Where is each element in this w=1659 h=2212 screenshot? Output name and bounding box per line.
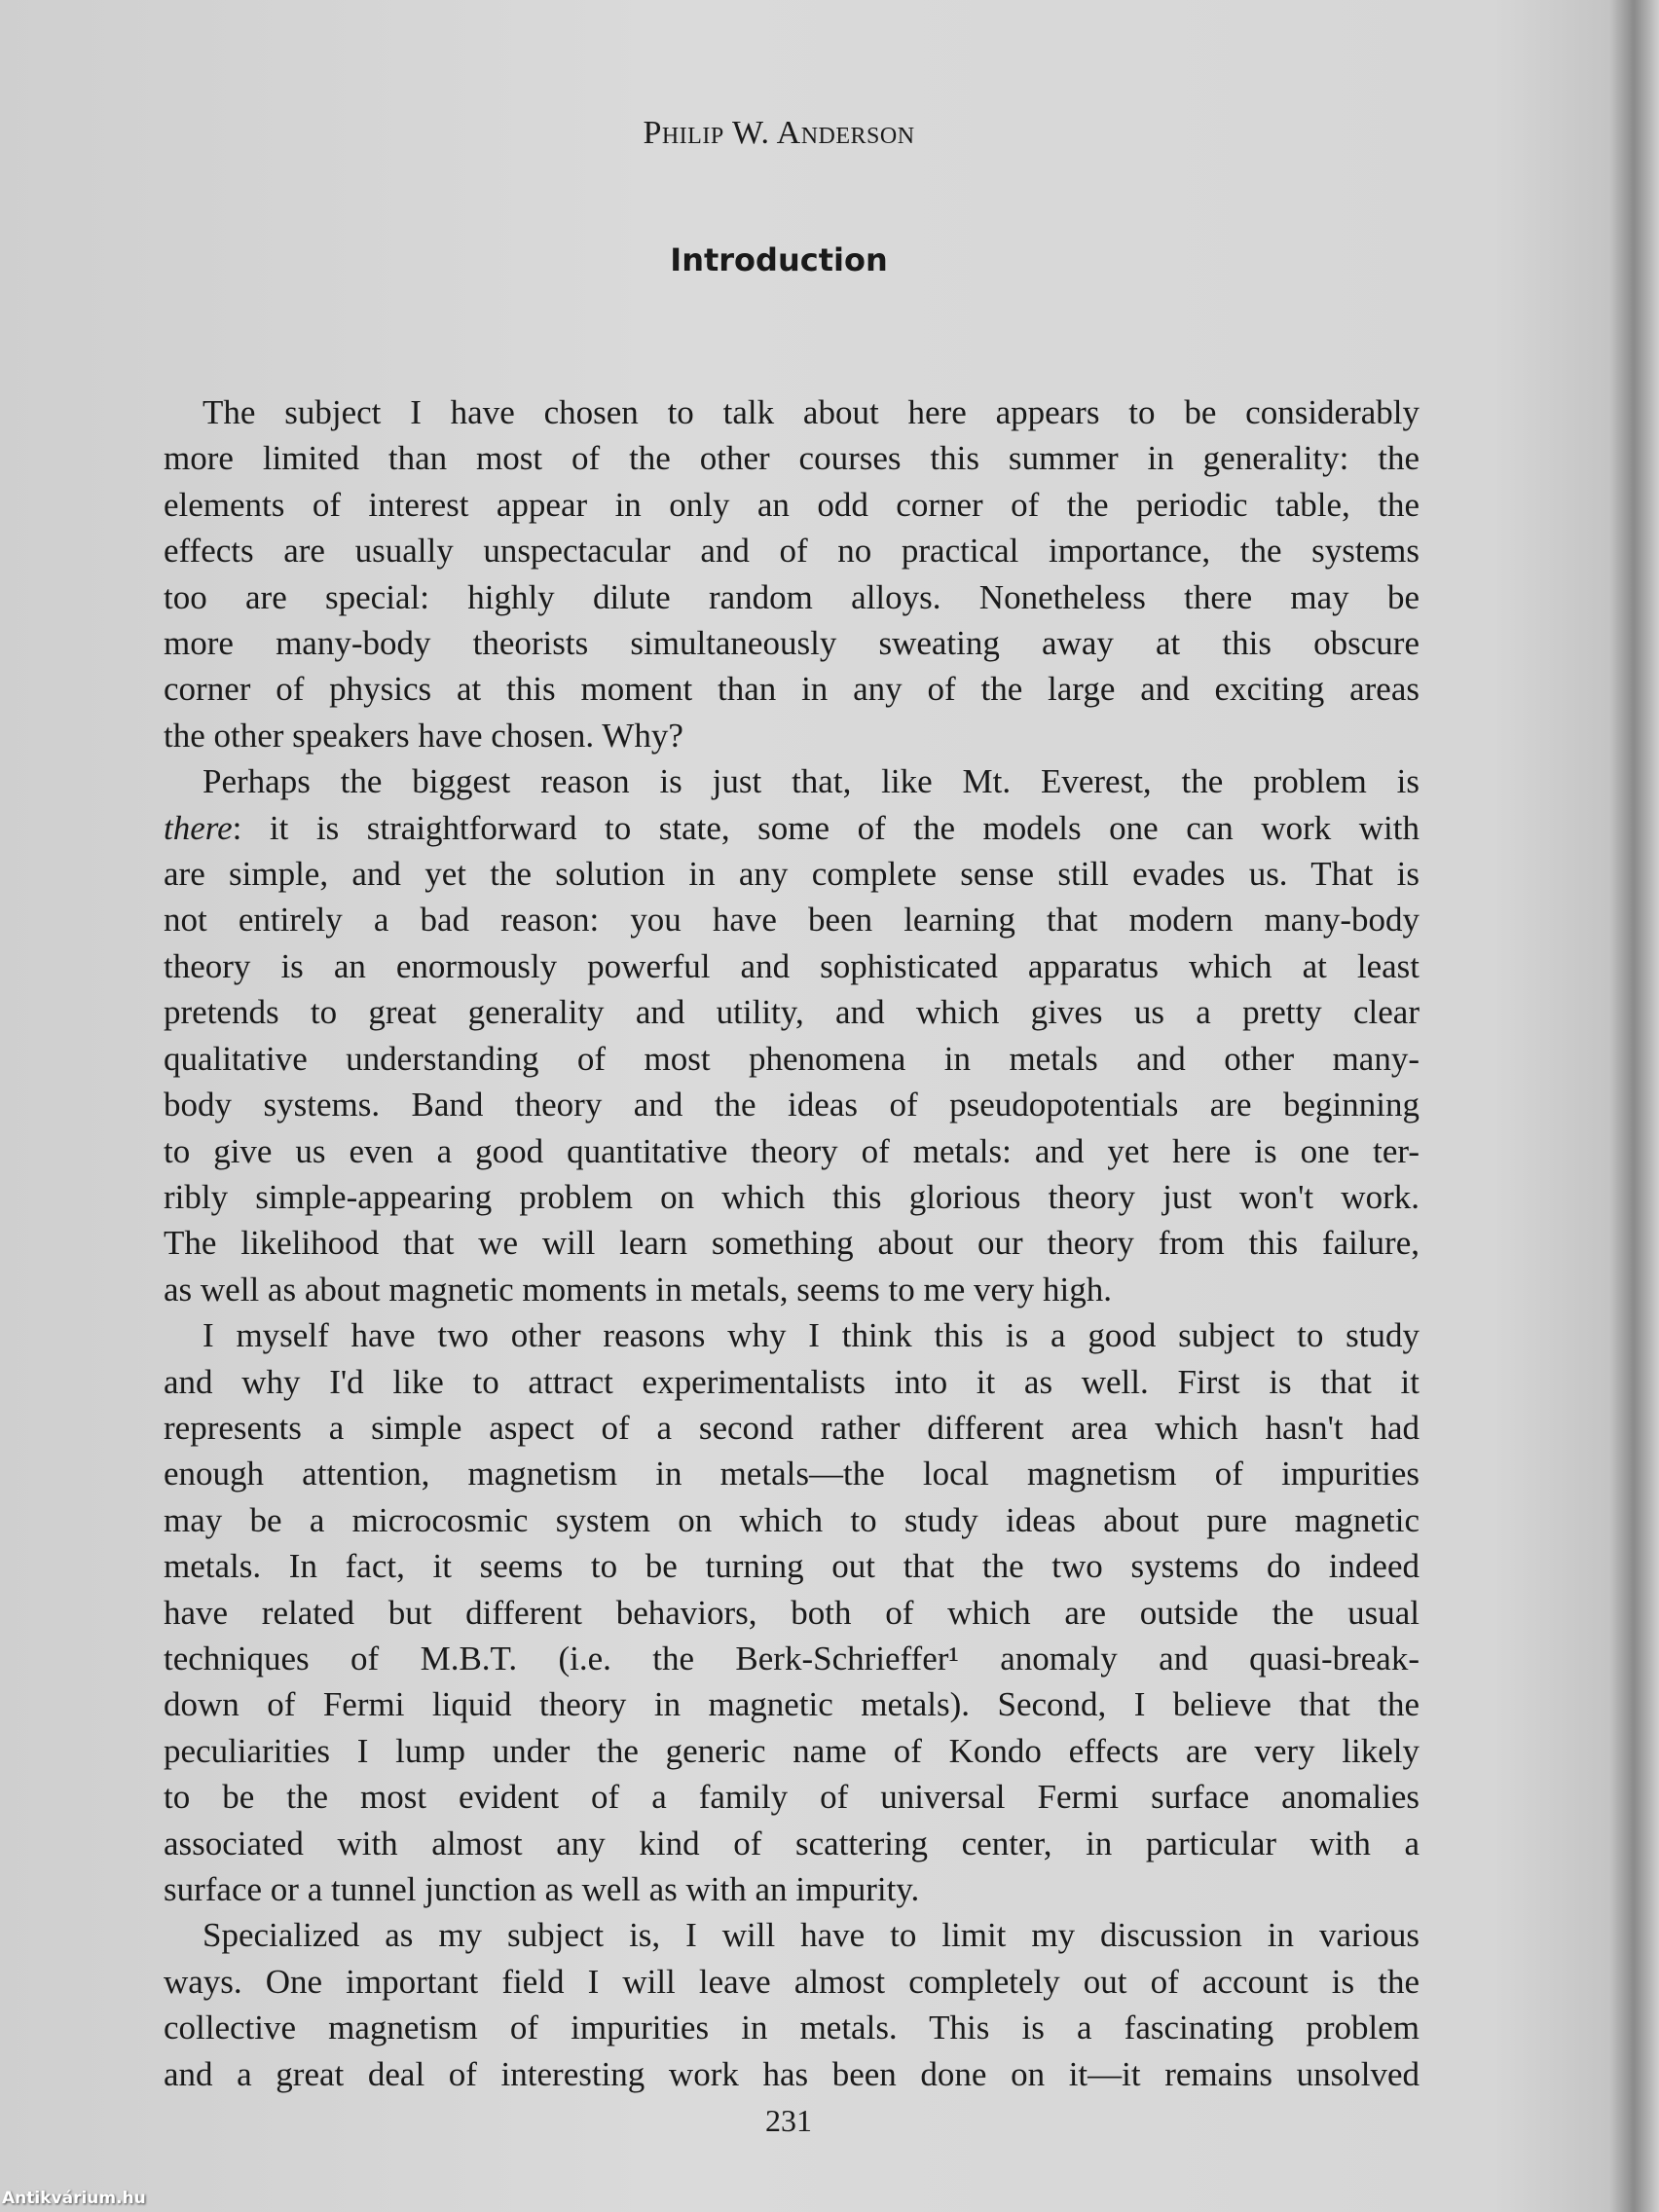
text-line: there: it is straightforward to state, some of the models one can work with: [164, 808, 1419, 847]
text-line: represents a simple aspect of a second rather different area which hasn't had: [164, 1408, 1419, 1447]
text-line: the other speakers have chosen. Why?: [164, 716, 683, 755]
paragraph: [164, 389, 1419, 758]
text-line: may be a microcosmic system on which to study ideas about pure magnetic: [164, 1500, 1419, 1539]
paragraph: [164, 758, 1419, 1312]
text-line: pretends to great generality and utility, and which gives us a pretty clear: [164, 993, 1419, 1032]
text-line: surface or a tunnel junction as well as with an impurity.: [164, 1870, 920, 1908]
text-line: techniques of M.B.T. (i.e. the Berk-Schrieffer¹ anomaly and quasi-break-: [164, 1639, 1419, 1677]
text-line: down of Fermi liquid theory in magnetic metals). Second, I believe that the: [164, 1685, 1419, 1724]
text-line: theory is an enormously powerful and sophisticated apparatus which at least: [164, 946, 1419, 985]
text-line: are simple, and yet the solution in any complete sense still evades us. That is: [164, 855, 1419, 894]
body-text: [164, 389, 1419, 2097]
text-line: corner of physics at this moment than in any of the large and exciting areas: [164, 670, 1419, 709]
paragraph: [164, 1912, 1419, 2097]
text-line: associated with almost any kind of scattering center, in particular with a: [164, 1824, 1419, 1862]
text-line: effects are usually unspectacular and of no practical importance, the systems: [164, 532, 1419, 571]
text-line: and a great deal of interesting work has been done on it—it remains unsolved: [164, 2054, 1419, 2093]
text-line: Perhaps the biggest reason is just that, like Mt. Everest, the problem is: [203, 762, 1419, 801]
text-line: more many-body theorists simultaneously sweating away at this obscure: [164, 624, 1419, 663]
text-line: enough attention, magnetism in metals—the local magnetism of impurities: [164, 1455, 1419, 1493]
text-line: elements of interest appear in only an odd corner of the periodic table, the: [164, 485, 1419, 524]
text-line: body systems. Band theory and the ideas of pseudopotentials are beginning: [164, 1086, 1419, 1124]
running-header: Philip W. Anderson: [643, 115, 915, 151]
text-line: to be the most evident of a family of universal Fermi surface anomalies: [164, 1778, 1419, 1817]
text-line: to give us even a good quantitative theory of metals: and yet here is one ter-: [164, 1131, 1419, 1170]
text-line: Specialized as my subject is, I will have to limit my discussion in various: [203, 1916, 1419, 1955]
text-line: more limited than most of the other courses this summer in generality: the: [164, 439, 1419, 478]
text-line: not entirely a bad reason: you have been learning that modern many-body: [164, 901, 1419, 940]
section-title: Introduction: [670, 241, 888, 278]
page-number: 231: [765, 2103, 812, 2138]
text-line: have related but different behaviors, both of which are outside the usual: [164, 1593, 1419, 1632]
text-line: too are special: highly dilute random alloys. Nonetheless there may be: [164, 577, 1419, 616]
text-line: ways. One important field I will leave almost completely out of account is the: [164, 1962, 1419, 2001]
text-line: The likelihood that we will learn something about our theory from this failure,: [164, 1224, 1419, 1263]
text-line: I myself have two other reasons why I think this is a good subject to study: [203, 1316, 1419, 1355]
text-line: ribly simple-appearing problem on which this glorious theory just won't work.: [164, 1177, 1419, 1216]
paragraph: [164, 1312, 1419, 1912]
watermark: Antikvárium.hu: [2, 2189, 146, 2208]
text-line: qualitative understanding of most phenomena in metals and other many-: [164, 1039, 1419, 1078]
text-line: metals. In fact, it seems to be turning out that the two systems do indeed: [164, 1547, 1419, 1586]
text-line: as well as about magnetic moments in metals, seems to me very high.: [164, 1270, 1112, 1309]
text-line: collective magnetism of impurities in metals. This is a fascinating problem: [164, 2009, 1419, 2047]
text-line: peculiarities I lump under the generic name of Kondo effects are very likely: [164, 1731, 1419, 1770]
text-line: and why I'd like to attract experimentalists into it as well. First is that it: [164, 1362, 1419, 1401]
text-line: The subject I have chosen to talk about here appears to be considerably: [203, 393, 1419, 431]
